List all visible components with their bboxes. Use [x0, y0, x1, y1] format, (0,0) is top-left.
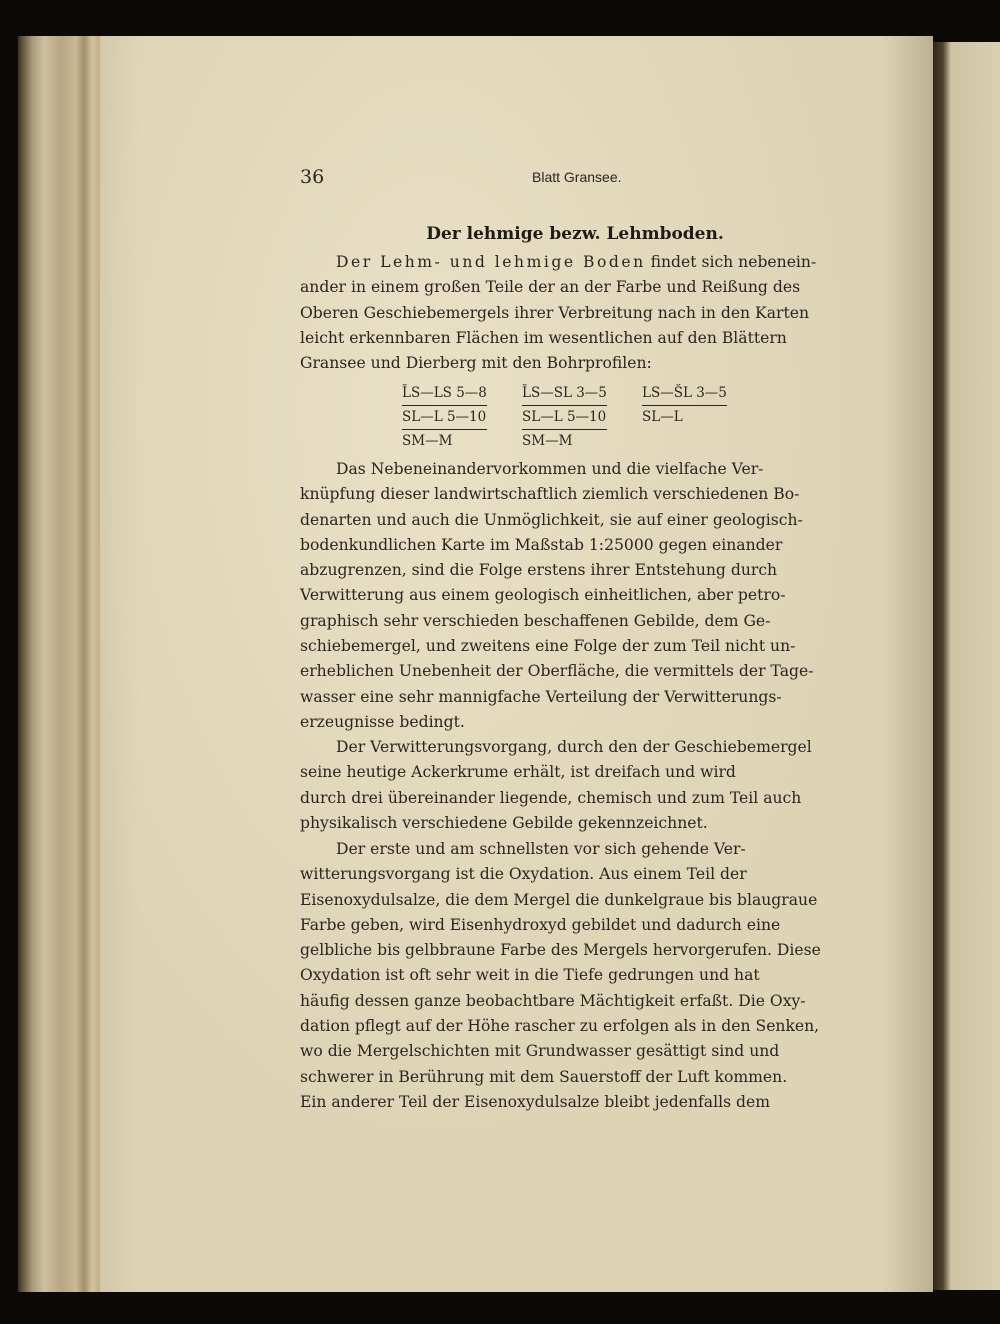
section-heading: Der lehmige bezw. Lehmboden. [426, 224, 724, 244]
paragraph-line: Verwitterung aus einem geologisch einheitlichen, aber petro- [300, 586, 786, 605]
profile-entry: SL—L 5—10 [402, 406, 487, 430]
profile-entry: SM—M [522, 433, 573, 449]
profile-entry: L̆S—LS 5—8 [402, 382, 487, 406]
paragraph-line: physikalisch verschiedene Gebilde gekennzeichnet. [300, 813, 708, 832]
paragraph-line: graphisch sehr verschieden beschaffenen Gebilde, dem Ge- [300, 611, 771, 630]
paragraph-1 [300, 250, 850, 376]
profile-entry: L̆S—SL 3—5 [522, 382, 607, 406]
paragraph-line: erzeugnisse bedingt. [300, 712, 465, 731]
page-number: 36 [300, 166, 325, 188]
paragraph-line: knüpfung dieser landwirtschaftlich ziemlich verschiedenen Bo- [300, 485, 800, 504]
paragraph-3 [300, 735, 850, 836]
book-page-edges [18, 36, 106, 1292]
profile-entry: LS—S̆L 3—5 [642, 382, 727, 406]
paragraph-line: Das Nebeneinandervorkommen und die vielfache Ver- [336, 460, 764, 478]
paragraph-2 [300, 457, 850, 735]
paragraph-line: abzugrenzen, sind die Folge erstens ihrer Entstehung durch [300, 561, 778, 580]
paragraph-line: gelbliche bis gelbbraune Farbe des Mergels hervorgerufen. Diese [300, 941, 821, 960]
paragraph-line: schwerer in Berührung mit dem Sauerstoff der Luft kommen. [300, 1067, 788, 1086]
paragraph-line: schiebemergel, und zweitens eine Folge der zum Teil nicht un- [300, 637, 796, 656]
paragraph-line: bodenkundlichen Karte im Maßstab 1:25000 gegen einander [300, 535, 783, 554]
paragraph-line: Oberen Geschiebemergels ihrer Verbreitung nach in den Karten [300, 303, 809, 322]
paragraph-line: Der Verwitterungsvorgang, durch den der Geschiebemergel [336, 738, 812, 756]
page-header [300, 166, 850, 192]
profile-entry: SL—L [642, 409, 683, 425]
paragraph-4 [300, 837, 850, 1115]
paragraph-line: Ein anderer Teil der Eisenoxydulsalze bleibt jedenfalls dem [300, 1092, 771, 1111]
paragraph-line: Der erste und am schnellsten vor sich gehende Ver- [336, 840, 746, 858]
profile-entry: SM—M [402, 433, 453, 449]
paragraph-line: Eisenoxydulsalze, die dem Mergel die dunkelgraue bis blaugraue [300, 890, 818, 909]
paragraph-line: denarten und auch die Unmöglichkeit, sie auf einer geologisch- [300, 510, 803, 529]
running-head: Blatt Gransee. [532, 169, 622, 185]
paragraph-line: häufig dessen ganze beobachtbare Mächtigkeit erfaßt. Die Oxy- [300, 991, 806, 1010]
paragraph-line: ander in einem großen Teile der an der Farbe und Reißung des [300, 278, 801, 297]
paragraph-line: Oxydation ist oft sehr weit in die Tiefe gedrungen und hat [300, 966, 760, 985]
paragraph-line: Der Lehm- und lehmige Boden findet sich nebenein- [336, 253, 817, 271]
paragraph-line: wasser eine sehr mannigfache Verteilung der Verwitterungs- [300, 687, 782, 706]
facing-page-sliver [933, 42, 1000, 1290]
paragraph-line: seine heutige Ackerkrume erhält, ist dreifach und wird [300, 763, 736, 782]
paragraph-line: leicht erkennbaren Flächen im wesentlichen auf den Blättern [300, 328, 787, 347]
paragraph-line: witterungsvorgang ist die Oxydation. Aus einem Teil der [300, 865, 747, 884]
paragraph-line: Gransee und Dierberg mit den Bohrprofilen: [300, 354, 652, 373]
paragraph-line: Farbe geben, wird Eisenhydroxyd gebildet und dadurch eine [300, 915, 781, 934]
profile-column [402, 382, 487, 453]
paragraph-line: durch drei übereinander liegende, chemisch und zum Teil auch [300, 788, 802, 807]
paragraph-line: dation pflegt auf der Höhe rascher zu erfolgen als in den Senken, [300, 1017, 820, 1036]
profile-column [642, 382, 727, 429]
bohrprofile-table [402, 382, 742, 452]
lead-words: Der Lehm- und lehmige Boden [336, 253, 646, 271]
profile-entry: SL—L 5—10 [522, 406, 607, 430]
paragraph-line: erheblichen Unebenheit der Oberfläche, die vermittels der Tage- [300, 662, 814, 681]
profile-column [522, 382, 607, 453]
paragraph-line: wo die Mergelschichten mit Grundwasser gesättigt sind und [300, 1042, 780, 1061]
